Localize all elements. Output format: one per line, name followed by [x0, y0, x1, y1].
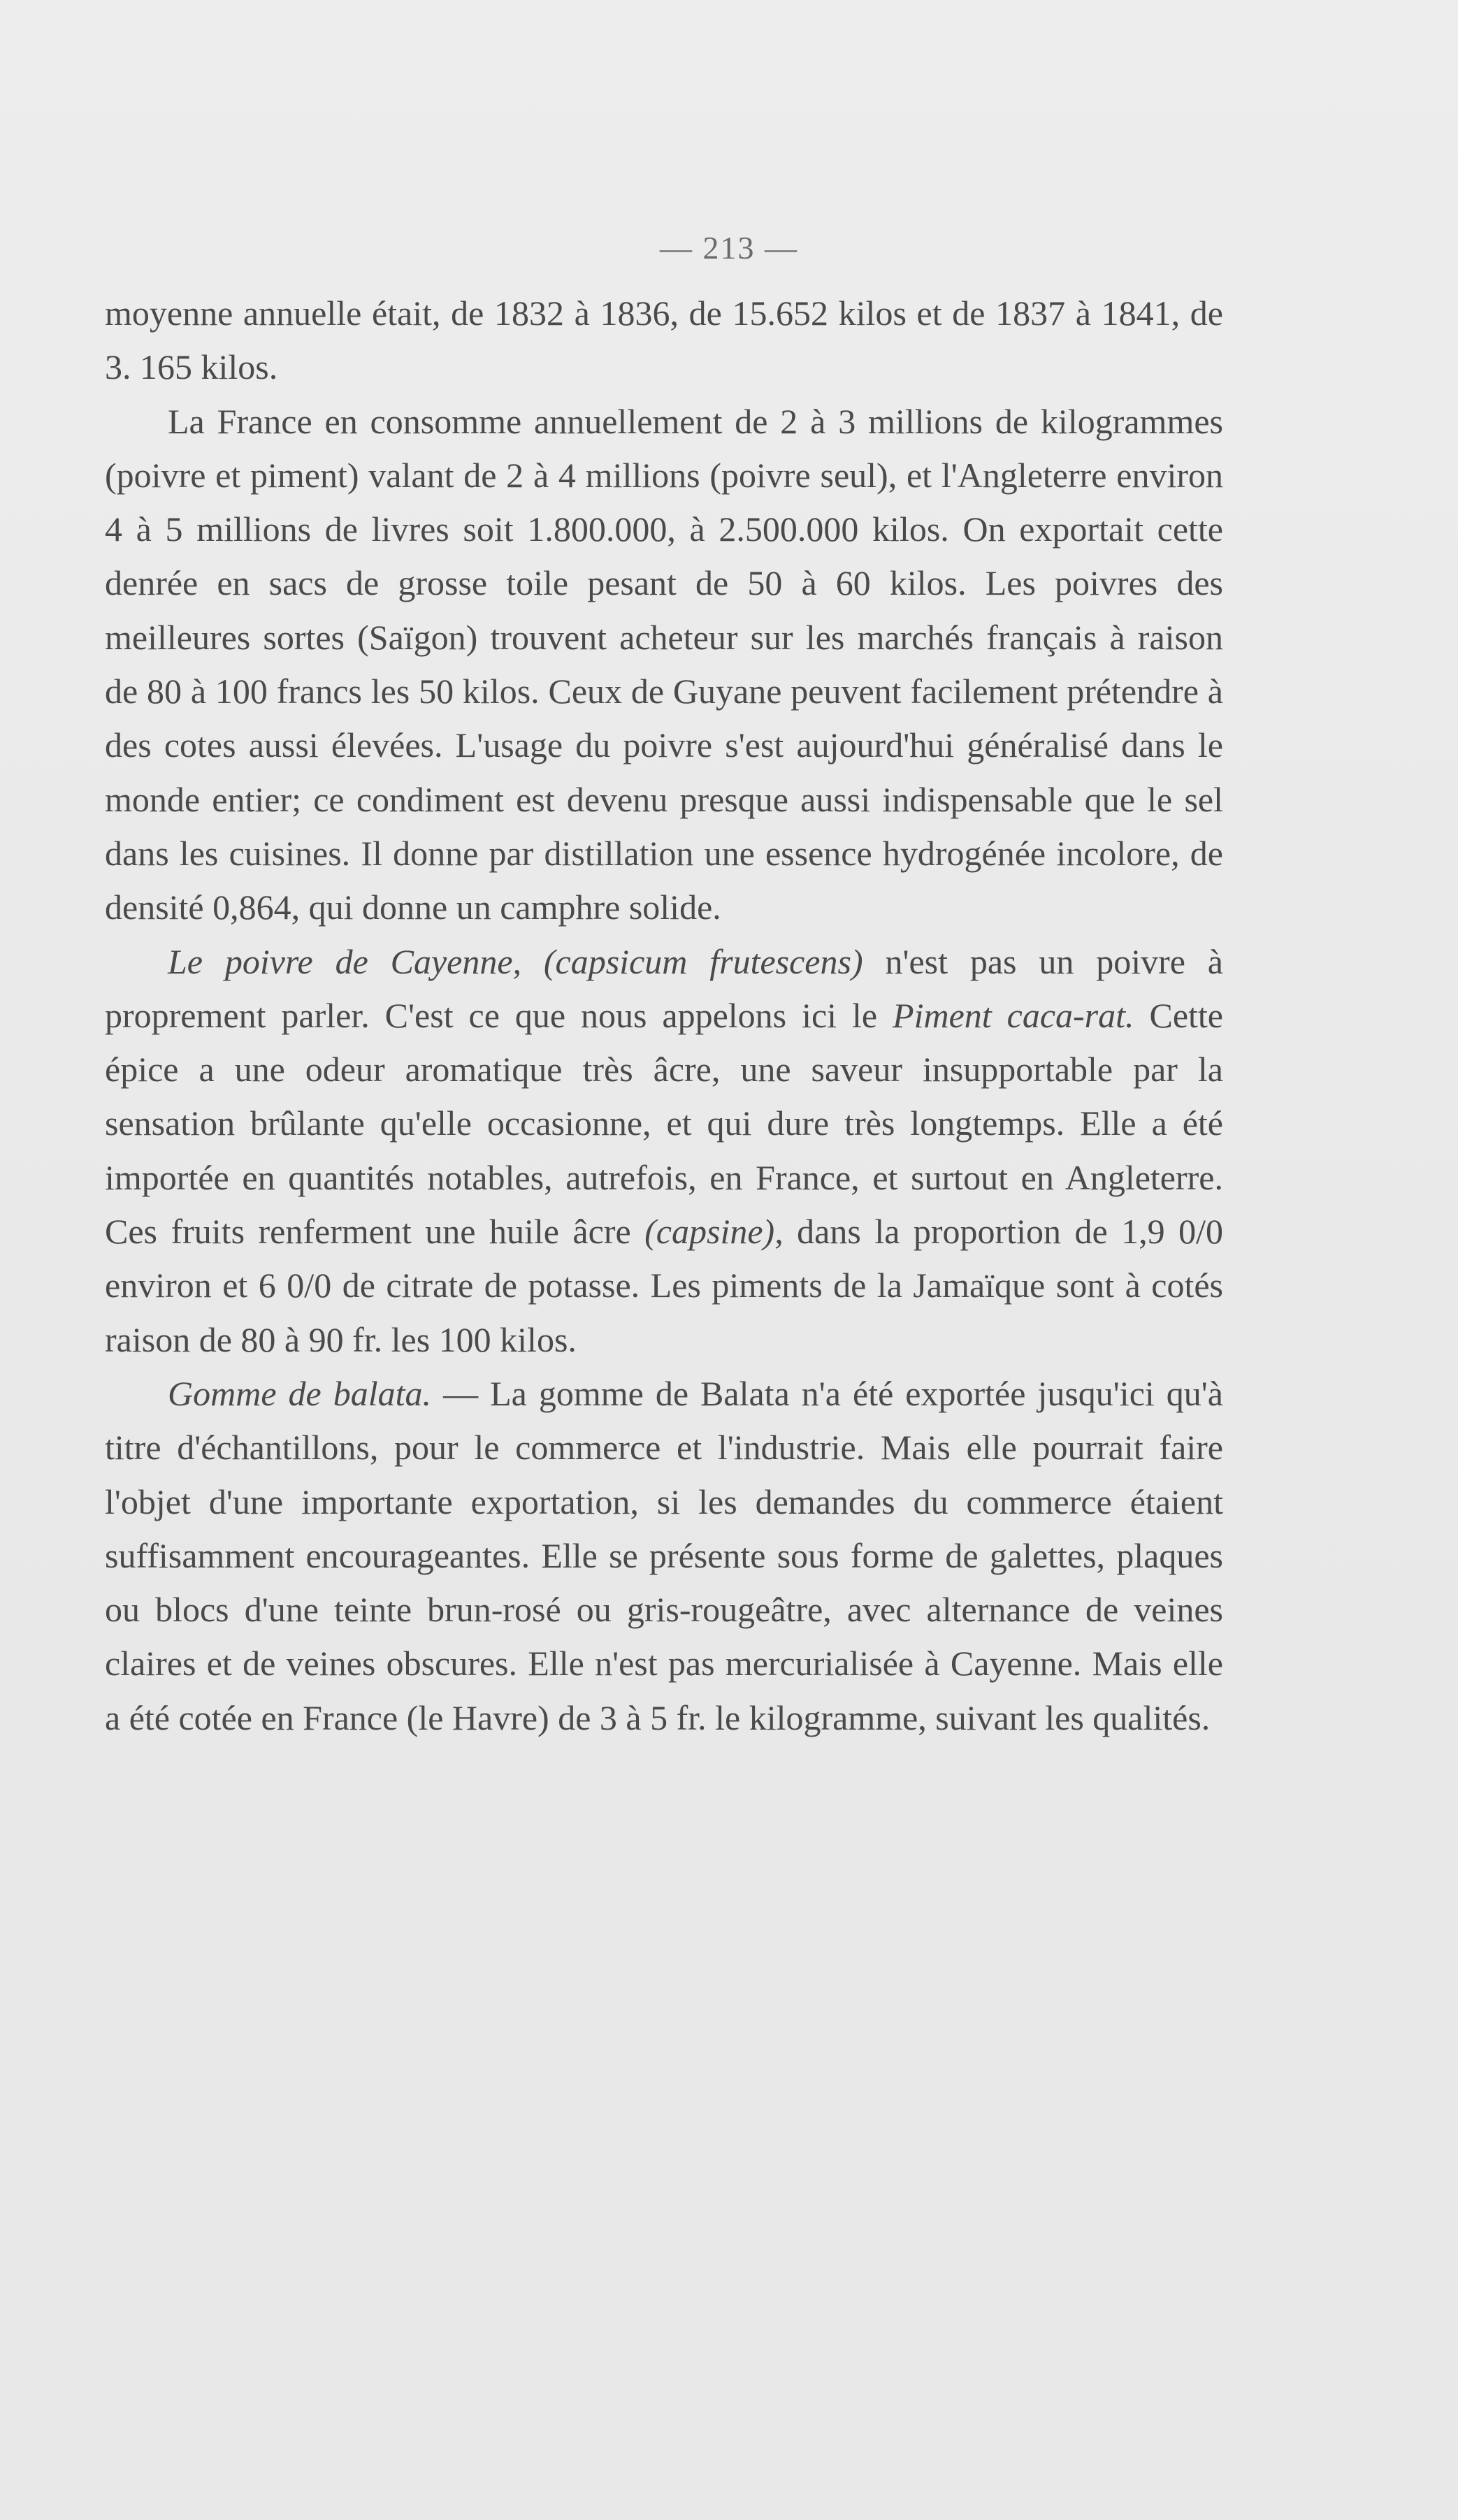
page-number: — 213 —	[660, 230, 798, 266]
text-run: n'est pas un poivre à proprement parler. C'est ce que nous appelons ici le	[105, 941, 1223, 1035]
italic-text-run: Piment caca-rat.	[893, 995, 1134, 1035]
text-run: moyenne annuelle était, de 1832 à 1836, de 15.652 kilos et de 1837 à 1841, de 3. 165 kilos.	[105, 294, 1223, 387]
paragraph	[105, 287, 1223, 395]
paragraph	[105, 935, 1223, 1367]
text-run: — La gomme de Balata n'a été exportée jusqu'ici qu'à titre d'échantillons, pour le commerce et l'industrie. Mais elle pourrait faire l'objet d'une importante exportation, si les demandes du commerce étaient suffisamment encourageantes. Elle se présente sous forme de galettes, plaques ou blocs d'une teinte brun-rosé ou gris-rougeâtre, avec alternance de veines claires et de veines obscures. Elle n'est pas mercurialisée à Cayenne. Mais elle a été cotée en France (le Havre) de 3 à 5 fr. le kilogramme, suivant les qualités.	[105, 1373, 1223, 1737]
italic-text-run: (capsine),	[644, 1212, 784, 1252]
italic-text-run: Gomme de balata.	[168, 1373, 432, 1413]
italic-text-run: Le poivre de Cayenne, (capsicum frutescens)	[168, 941, 863, 981]
text-run: La France en consomme annuellement de 2 à 3 millions de kilogrammes (poivre et piment) valant de 2 à 4 millions (poivre seul), et l'Angleterre environ 4 à 5 millions de livres soit 1.800.000, à 2.500.000 kilos. On exportait cette denrée en sacs de grosse toile pesant de 50 à 60 kilos. Les poivres des meilleures sortes (Saïgon) trouvent acheteur sur les marchés français à raison de 80 à 100 francs les 50 kilos. Ceux de Guyane peuvent facilement prétendre à des cotes aussi élevées. L'usage du poivre s'est aujourd'hui généralisé dans le monde entier; ce condiment est devenu presque aussi indispensable que le sel dans les cuisines. Il donne par distillation une essence hydrogénée incolore, de densité 0,864, qui donne un camphre solide.	[105, 401, 1223, 927]
text-run: dans la proportion de 1,9 0/0 environ et 6 0/0 de citrate de potasse. Les piments de la Jamaïque sont à cotés raison de 80 à 90 fr. les 100 kilos.	[105, 1212, 1224, 1359]
paragraph	[105, 1367, 1223, 1745]
text-run: Cette épice a une odeur aromatique très âcre, une saveur insupportable par la sensation brûlante qu'elle occasionne, et qui dure très longtemps. Elle a été importée en quantités notables, autrefois, en France, et surtout en Angleterre. Ces fruits renferment une huile âcre	[105, 995, 1223, 1252]
paragraph	[105, 395, 1223, 935]
body-text	[105, 287, 1223, 1745]
